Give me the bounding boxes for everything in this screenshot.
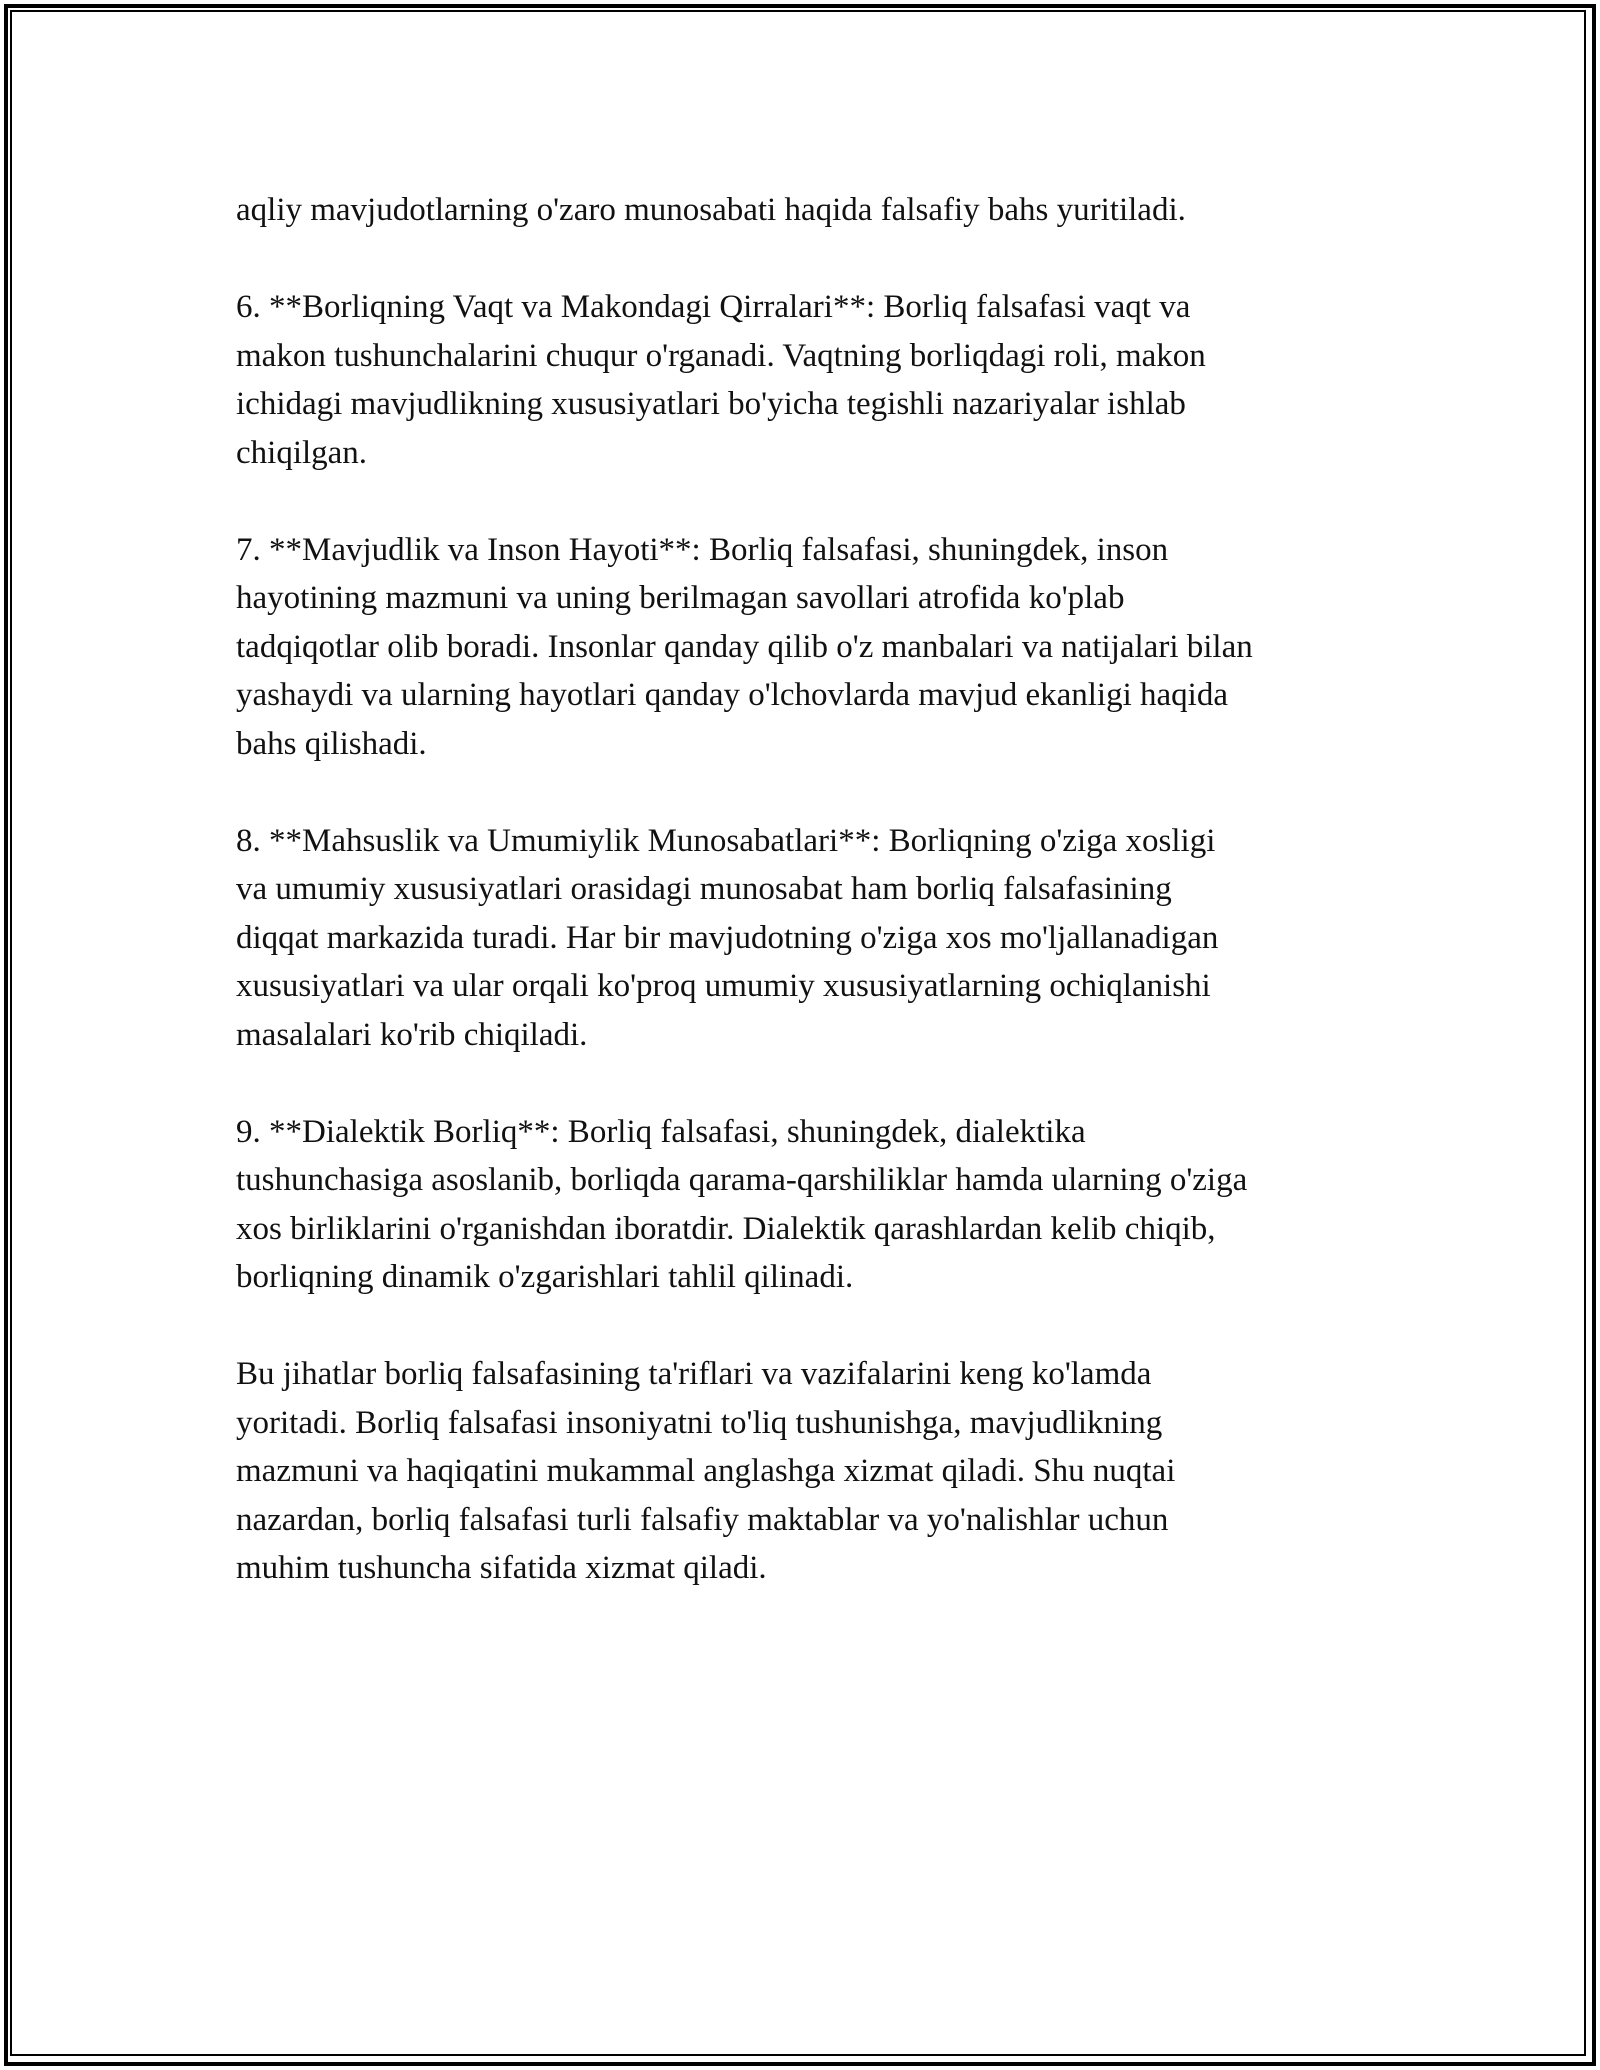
paragraph-item-7: 7. **Mavjudlik va Inson Hayoti**: Borliq falsafasi, shuningdek, inson hayotining mazmuni va uning berilmagan savollari atrofida ko'plab tadqiqotlar olib boradi. Insonlar qanday qilib o'z manbalari va natijalari bilan yashaydi va ularning hayotlari qanday o'lchovlarda mavjud ekanligi haqida bahs qilishadi.: [236, 531, 1253, 762]
paragraph-item-9: 9. **Dialektik Borliq**: Borliq falsafasi, shuningdek, dialektika tushunchasiga asoslanib, borliqda qarama-qarshiliklar hamda ularning o'ziga xos birliklarini o'rganishdan iboratdir. Dialektik qarashlardan kelib chiqib, borliqning dinamik o'zgarishlari tahlil qilinadi.: [236, 1113, 1248, 1295]
paragraph-item-8: 8. **Mahsuslik va Umumiylik Munosabatlari**: Borliqning o'ziga xosligi va umumiy xususiyatlari orasidagi munosabat ham borliq falsafasining diqqat markazida turadi. Har bir mavjudotning o'ziga xos mo'ljallanadigan xususiyatlari va ular orqali ko'proq umumiy xususiyatlarning ochiqlanishi masalalari ko'rib chiqiladi.: [236, 822, 1219, 1053]
paragraph-item-6: 6. **Borliqning Vaqt va Makondagi Qirralari**: Borliq falsafasi vaqt va makon tushunchalarini chuqur o'rganadi. Vaqtning borliqdagi roli, makon ichidagi mavjudlikning xususiyatlari bo'yicha tegishli nazariyalar ishlab chiqilgan.: [236, 289, 1206, 471]
paragraph-continuation: aqliy mavjudotlarning o'zaro munosabati haqida falsafiy bahs yuritiladi.: [236, 192, 1186, 228]
document-body: [236, 186, 1396, 1641]
paragraph-conclusion: Bu jihatlar borliq falsafasining ta'riflari va vazifalarini keng ko'lamda yoritadi. Borliq falsafasi insoniyatni to'liq tushunishga, mavjudlikning mazmuni va haqiqatini mukammal anglashga xizmat qiladi. Shu nuqtai nazardan, borliq falsafasi turli falsafiy maktablar va yo'nalishlar uchun muhim tushuncha sifatida xizmat qiladi.: [236, 1356, 1176, 1586]
